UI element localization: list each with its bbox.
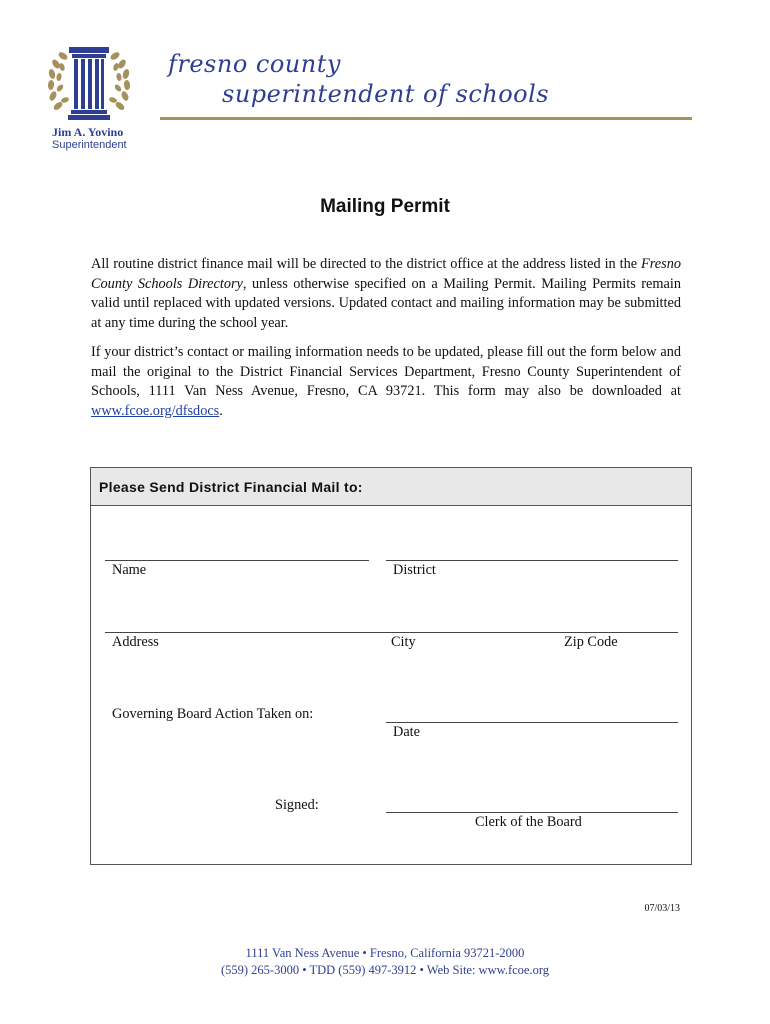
mailing-form bbox=[90, 467, 692, 865]
clerk-label: Clerk of the Board bbox=[475, 814, 582, 830]
directory-title: Fresno County Schools Directory bbox=[91, 256, 681, 292]
signature-line[interactable] bbox=[386, 812, 678, 813]
page-title: Mailing Permit bbox=[320, 196, 450, 217]
org-name-line2: superintendent of schools bbox=[222, 80, 550, 108]
name-label: Name bbox=[112, 562, 147, 578]
org-name-line1: fresno county bbox=[168, 50, 341, 78]
fcss-logo bbox=[44, 44, 134, 122]
board-action-label: Governing Board Action Taken on: bbox=[112, 706, 314, 722]
intro-text-1: All routine district finance mail will be directed to the district office at the address listed in the bbox=[91, 256, 642, 272]
instructions-end: . bbox=[219, 402, 223, 419]
superintendent-title: Superintendent bbox=[52, 139, 127, 151]
district-field-line[interactable] bbox=[386, 560, 678, 561]
form-heading: Please Send District Financial Mail to: bbox=[99, 479, 363, 495]
footer-address: 1111 Van Ness Avenue • Fresno, California 93721-2000 bbox=[245, 946, 525, 960]
district-label: District bbox=[393, 562, 436, 578]
signed-label: Signed: bbox=[275, 797, 319, 813]
date-field-line[interactable] bbox=[386, 722, 678, 723]
zip-code-label: Zip Code bbox=[564, 634, 618, 650]
instructions-text: If your district’s contact or mailing information needs to be updated, please fill out the form below and mail the original to the District Financial Services Department, Fresno County Superintendent of Schools, 1111 Van Ness Avenue, Fresno, CA 93721. This form may also be downloaded at bbox=[91, 344, 681, 400]
name-field-line[interactable] bbox=[105, 560, 369, 561]
superintendent-name: Jim A. Yovino bbox=[52, 125, 124, 139]
date-label: Date bbox=[393, 724, 420, 740]
city-label: City bbox=[391, 634, 416, 650]
intro-paragraph bbox=[91, 255, 681, 333]
header-divider bbox=[160, 117, 692, 120]
footer-contact: (559) 265-3000 • TDD (559) 497-3912 • Web Site: www.fcoe.org bbox=[220, 963, 550, 977]
address-field-line[interactable] bbox=[105, 632, 678, 633]
instructions-paragraph bbox=[91, 343, 681, 421]
address-label: Address bbox=[112, 634, 159, 650]
dfsdocs-link[interactable]: www.fcoe.org/dfsdocs bbox=[91, 402, 220, 419]
revision-date: 07/03/13 bbox=[644, 903, 680, 914]
intro-text-2: , unless otherwise specified on a Mailing Permit. Mailing Permits remain valid until replaced with updated versions. Updated contact and mailing information may be submitted at any time during the school year. bbox=[91, 275, 681, 331]
